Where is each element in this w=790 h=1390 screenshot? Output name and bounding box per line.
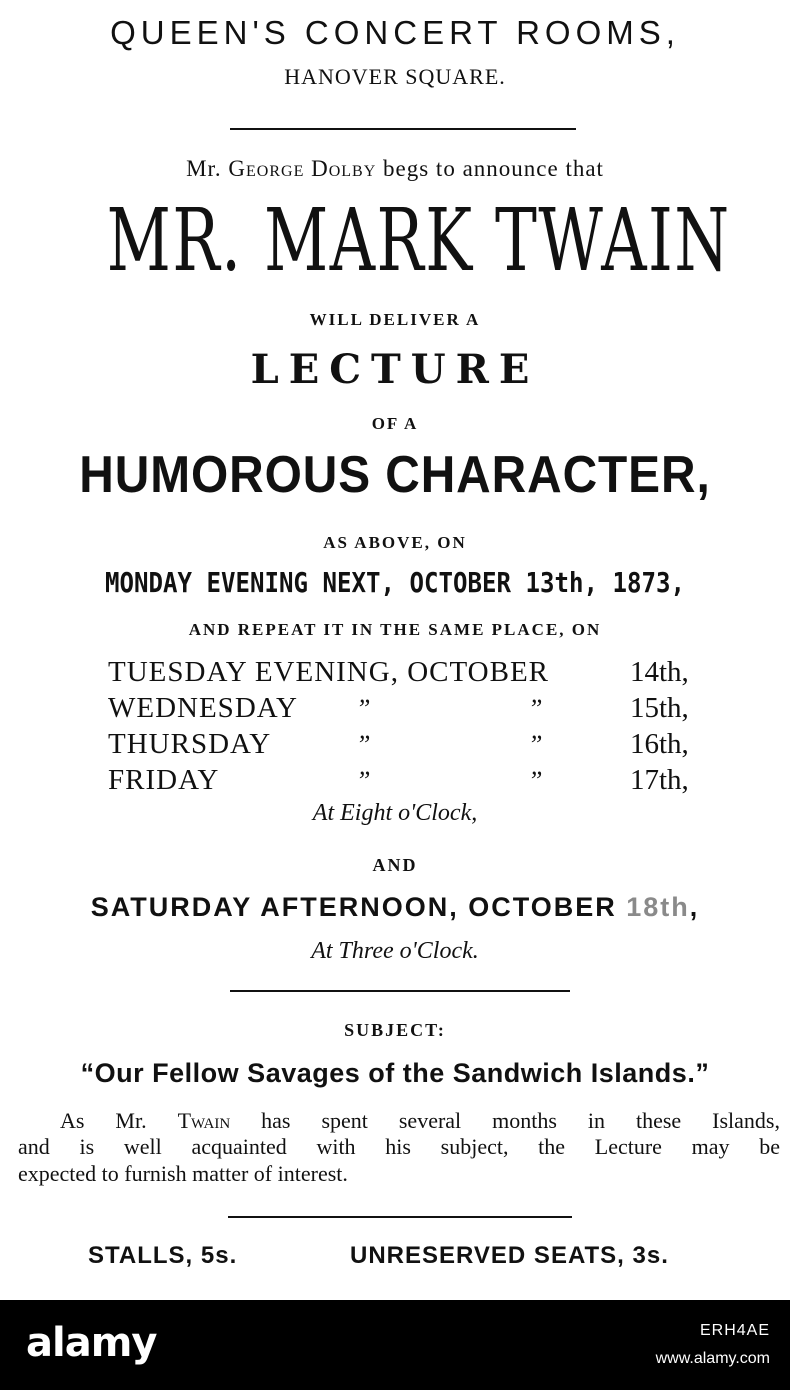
announcement-line [0,156,790,182]
announcement-suffix: begs to announce that [376,156,604,181]
ditto-mark: ” [356,730,371,759]
ditto-mark: ” [356,694,371,723]
description-line: expected to furnish matter of interest. [18,1160,348,1186]
humorous-character-heading: HUMOROUS CHARACTER, [79,446,711,504]
schedule-date: 16th, [630,728,689,760]
saturday-day-number: 18th [626,892,690,922]
schedule-date: 17th, [630,764,689,796]
venue-title: QUEEN'S CONCERT ROOMS, [110,14,680,51]
saturday-date-line [0,892,790,923]
saturday-label: SATURDAY AFTERNOON, OCTOBER [90,892,627,922]
stock-watermark-bar [0,1300,790,1390]
as-above-line: AS ABOVE, ON [323,533,467,552]
ditto-mark: ” [528,766,543,795]
monday-date-line: MONDAY EVENING NEXT, OCTOBER 13th, 1873, [105,566,685,599]
schedule-day: FRIDAY [108,764,220,796]
afternoon-time: At Three o'Clock. [311,938,479,964]
evening-time: At Eight o'Clock, [312,800,478,826]
description-line: and is well acquainted with his subject, the Lecture may be [18,1134,780,1160]
will-deliver-line: WILL DELIVER A [309,310,481,329]
saturday-comma: , [689,892,700,922]
announcer-name: George Dolby [228,156,377,181]
schedule-day: TUESDAY EVENING, OCTOBER [108,656,550,688]
description-line [18,1108,780,1134]
schedule-day: THURSDAY [108,728,272,760]
price-stalls: STALLS, 5s. [88,1242,238,1269]
speaker-name: MR. MARK TWAIN [106,191,731,291]
divider [228,1216,572,1218]
schedule-date: 14th, [630,656,689,688]
of-a-line: OF A [371,414,419,433]
ditto-mark: ” [356,766,371,795]
lecture-heading: LECTURE [250,346,540,393]
divider [230,990,570,992]
repeat-line: AND REPEAT IT IN THE SAME PLACE, ON [188,620,602,639]
image-code: ERH4AE [699,1322,770,1339]
divider [230,128,576,130]
and-line: AND [372,855,418,875]
description-paragraph [18,1108,780,1187]
description-name: Twain [177,1108,231,1133]
schedule-date: 15th, [630,692,689,724]
description-text: has spent several months in these Islands, [230,1108,780,1133]
description-text: As Mr. [60,1108,178,1133]
schedule-day: WEDNESDAY [108,692,298,724]
price-unreserved: UNRESERVED SEATS, 3s. [350,1242,669,1269]
subject-title: “Our Fellow Savages of the Sandwich Islands.” [80,1058,710,1088]
subject-label: SUBJECT: [344,1020,446,1040]
ditto-mark: ” [528,694,543,723]
site-url: www.alamy.com [655,1350,770,1367]
announcement-prefix: Mr. [186,156,229,181]
brand-logo: alamy [26,1320,157,1366]
ditto-mark: ” [528,730,543,759]
venue-subtitle: HANOVER SQUARE. [284,64,506,89]
